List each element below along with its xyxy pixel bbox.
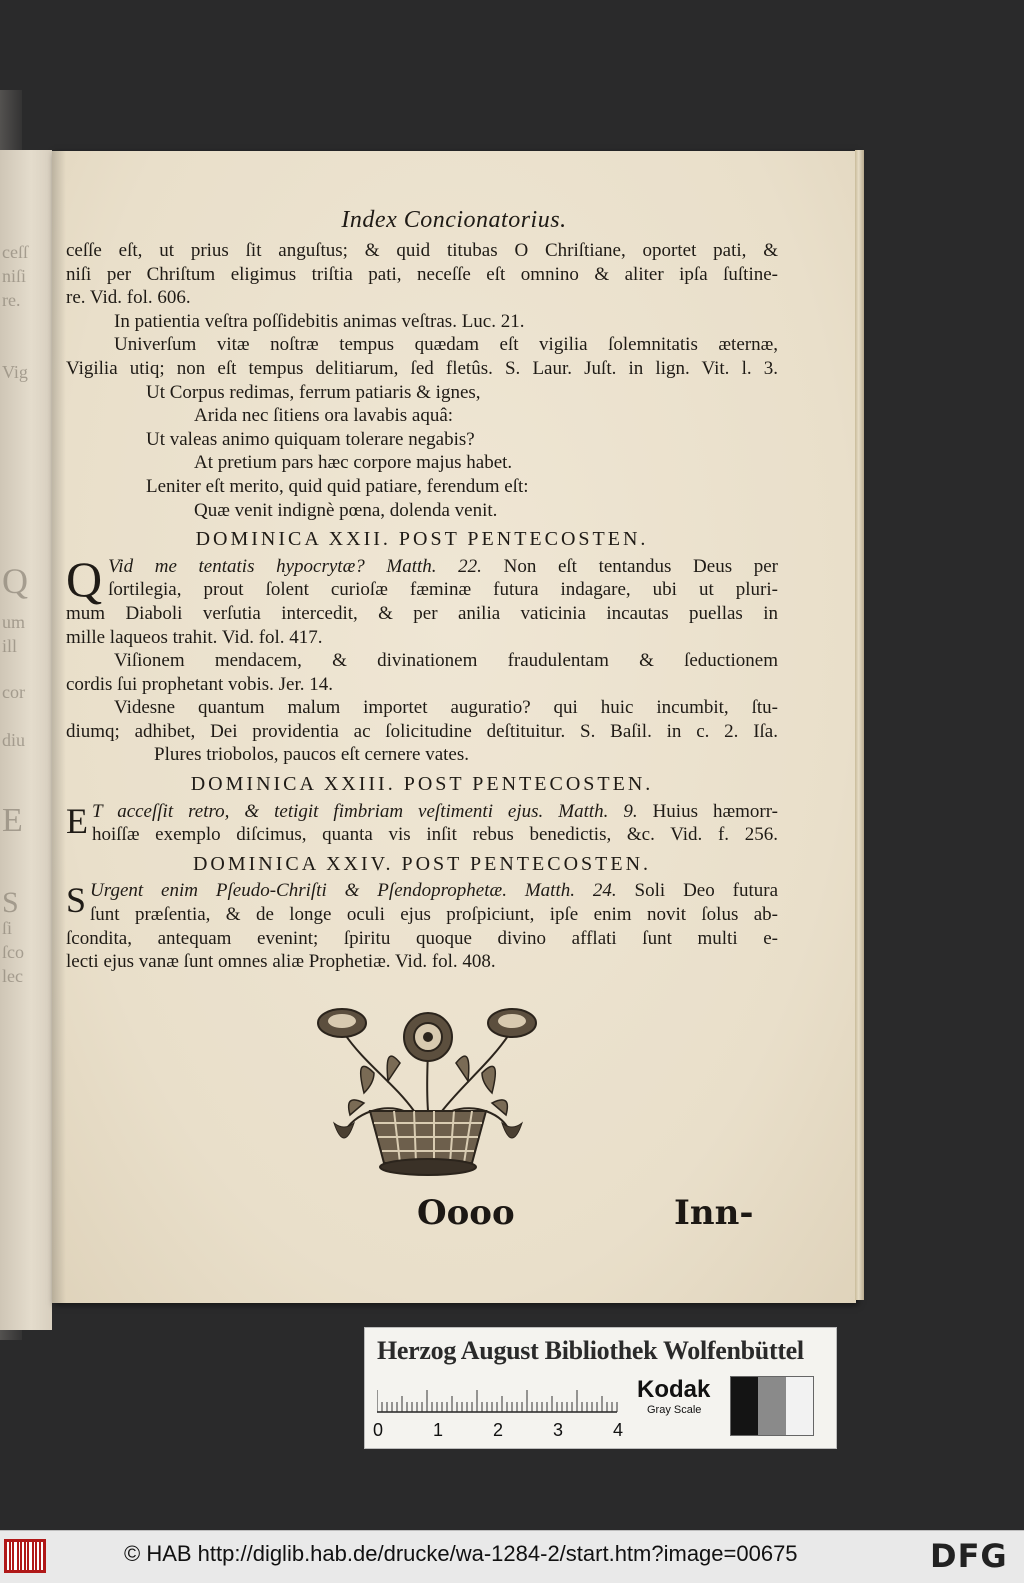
page-text — [66, 239, 778, 974]
text-line: Videsne quantum malum importet auguratio? qui huic incumbit, ſtu- — [114, 697, 778, 719]
ruler-number: 2 — [493, 1420, 504, 1440]
text-line: mille laqueos trahit. Vid. fol. 417. — [66, 626, 323, 648]
text-span: Soli Deo futura — [634, 880, 778, 902]
kodak-logo: Kodak — [637, 1376, 711, 1403]
text-line: cordis ſui prophetant vobis. Jer. 14. — [66, 673, 334, 695]
page-footer — [52, 1193, 856, 1233]
verse-line: Leniter eſt merito, quid quid patiare, ferendum eſt: — [146, 475, 529, 497]
under-page-fragment: re. — [2, 290, 21, 310]
text-span: Huius hæmorr- — [652, 800, 778, 822]
dfg-logo: DFG — [930, 1537, 1008, 1575]
under-page-fragment: cor — [2, 682, 25, 702]
under-page-fragment: ceſſ — [2, 242, 28, 262]
text-line: mum Diaboli verſutia intercedit, & per anilia vaticinia incautas puellas in — [66, 602, 778, 624]
credit-bar — [0, 1530, 1024, 1583]
gray-patch-mid — [758, 1377, 785, 1435]
text-line: ſcondita, antequam evenint; ſpiritu quoque divino afflati ſunt multi e- — [66, 927, 778, 949]
under-page-fragment: S — [2, 886, 19, 919]
under-page-fragment: Q — [2, 561, 28, 601]
under-page-edge — [0, 150, 52, 1330]
under-page-fragment: ill — [2, 636, 18, 656]
credit-url: © HAB http://diglib.hab.de/drucke/wa-1284-2/start.htm?image=00675 — [124, 1541, 798, 1566]
under-page-fragment: um — [2, 612, 26, 632]
drop-cap: S — [66, 880, 87, 921]
under-page-fragment: E — [2, 802, 23, 839]
card-title: Herzog August Bibliothek Wolfenbüttel — [377, 1336, 804, 1365]
under-page-fragment: niſi — [2, 266, 27, 286]
text-span: Non eſt tentandus Deus per — [503, 555, 778, 577]
under-page-fragment: diu — [2, 730, 26, 750]
text-line: Vigilia utiq; non eſt tempus delitiarum, ſed fletûs. S. Laur. Juſt. in lign. Vit. l. 3. — [66, 357, 778, 379]
verse-line: Ut Corpus redimas, ferrum patiaris & ignes, — [146, 381, 481, 403]
text-line — [92, 800, 778, 824]
under-page-fragment: Vig — [2, 362, 28, 382]
under-page-fragment: ſco — [2, 942, 24, 962]
text-line — [108, 555, 778, 579]
text-line — [90, 879, 778, 903]
under-page-fragment: lec — [2, 966, 23, 986]
section-22 — [66, 550, 778, 649]
gray-patch-white — [786, 1377, 813, 1435]
under-page-fragment: ſi — [2, 918, 13, 938]
ruler-number: 4 — [613, 1420, 624, 1440]
citation: T acceſſit retro, & tetigit fimbriam veſtimenti ejus. Matth. 9. — [92, 800, 638, 822]
ruler-number: 0 — [373, 1420, 384, 1440]
text-line: diumq; adhibet, Dei providentia ac ſolicitudine deſtituitur. S. Baſil. in c. 2. Iſa. — [66, 720, 778, 742]
text-line: hoiſſæ exemplo diſcimus, quanta vis inſit rebus benedictis, &c. Vid. f. 256. — [92, 824, 778, 846]
section-heading: DOMINICA XXII. POST PENTECOSTEN. — [195, 528, 649, 551]
verse-line: Arida nec ſitiens ora lavabis aquâ: — [194, 405, 454, 427]
signature-mark: Oooo — [417, 1193, 515, 1233]
rose-icon — [404, 1013, 452, 1061]
flower-basket-ornament — [314, 1003, 542, 1181]
text-line: ſortilegia, prout ſolent curioſæ fæminæ futura indagare, ubi ut pluri- — [108, 579, 778, 601]
catchword: Inn- — [674, 1193, 754, 1233]
citation: Vid me tentatis hypocrytæ? Matth. 22. — [108, 555, 482, 577]
page-gutter-shadow — [52, 151, 66, 1303]
text-line: Univerſum vitæ noſtræ tempus quædam eſt vigilia ſolemnitatis æternæ, — [114, 334, 778, 356]
section-24 — [66, 879, 778, 973]
gray-scale-patches — [730, 1376, 814, 1436]
section-heading: DOMINICA XXIV. POST PENTECOSTEN. — [192, 852, 652, 875]
ruler-number: 3 — [553, 1420, 564, 1440]
text-line: Viſionem mendacem, & divinationem fraudulentam & ſeductionem — [114, 650, 778, 672]
verse-line: At pretium pars hæc corpore majus habet. — [194, 452, 513, 474]
text-line: re. Vid. fol. 606. — [66, 287, 191, 309]
text-line: lecti ejus vanæ ſunt omnes aliæ Prophetiæ. Vid. fol. 408. — [66, 951, 496, 973]
ruler-scale — [377, 1378, 622, 1414]
drop-cap: E — [66, 800, 88, 841]
book-page — [52, 151, 856, 1303]
drop-cap: Q — [66, 550, 103, 607]
text-line: ceſſe eſt, ut prius ſit anguſtus; & quid titubas O Chriſtiane, oportet pati, & — [66, 240, 778, 261]
text-line: ſunt præſentia, & de longe oculi ejus proſpiciunt, ipſe enim novit ſolus ab- — [90, 904, 778, 926]
text-line: Plures triobolos, paucos eſt cernere vates. — [154, 744, 469, 766]
section-23 — [66, 800, 778, 847]
color-scale-card — [364, 1327, 837, 1449]
citation: Urgent enim Pſeudo-Chriſti & Pſendoprophetæ. Matth. 24. — [90, 880, 617, 902]
verse-line: Quæ venit indignè pœna, dolenda venit. — [194, 499, 498, 521]
gray-patch-black — [731, 1377, 758, 1435]
section-heading: DOMINICA XXIII. POST PENTECOSTEN. — [190, 773, 654, 796]
ruler-numbers — [373, 1420, 633, 1442]
verse-line: Ut valeas animo quiquam tolerare negabis? — [146, 428, 475, 450]
barcode-icon — [4, 1539, 46, 1573]
ruler-number: 1 — [433, 1420, 444, 1440]
text-line: niſi per Chriſtum eligimus triſtia pati, neceſſe eſt omnino & aliter ipſa ſuſtine- — [66, 263, 778, 285]
running-head: Index Concionatorius. — [341, 207, 567, 233]
page-edge — [855, 150, 864, 1300]
text-line: In patientia veſtra poſſidebitis animas veſtras. Luc. 21. — [114, 310, 525, 332]
kodak-subtitle: Gray Scale — [647, 1404, 702, 1416]
